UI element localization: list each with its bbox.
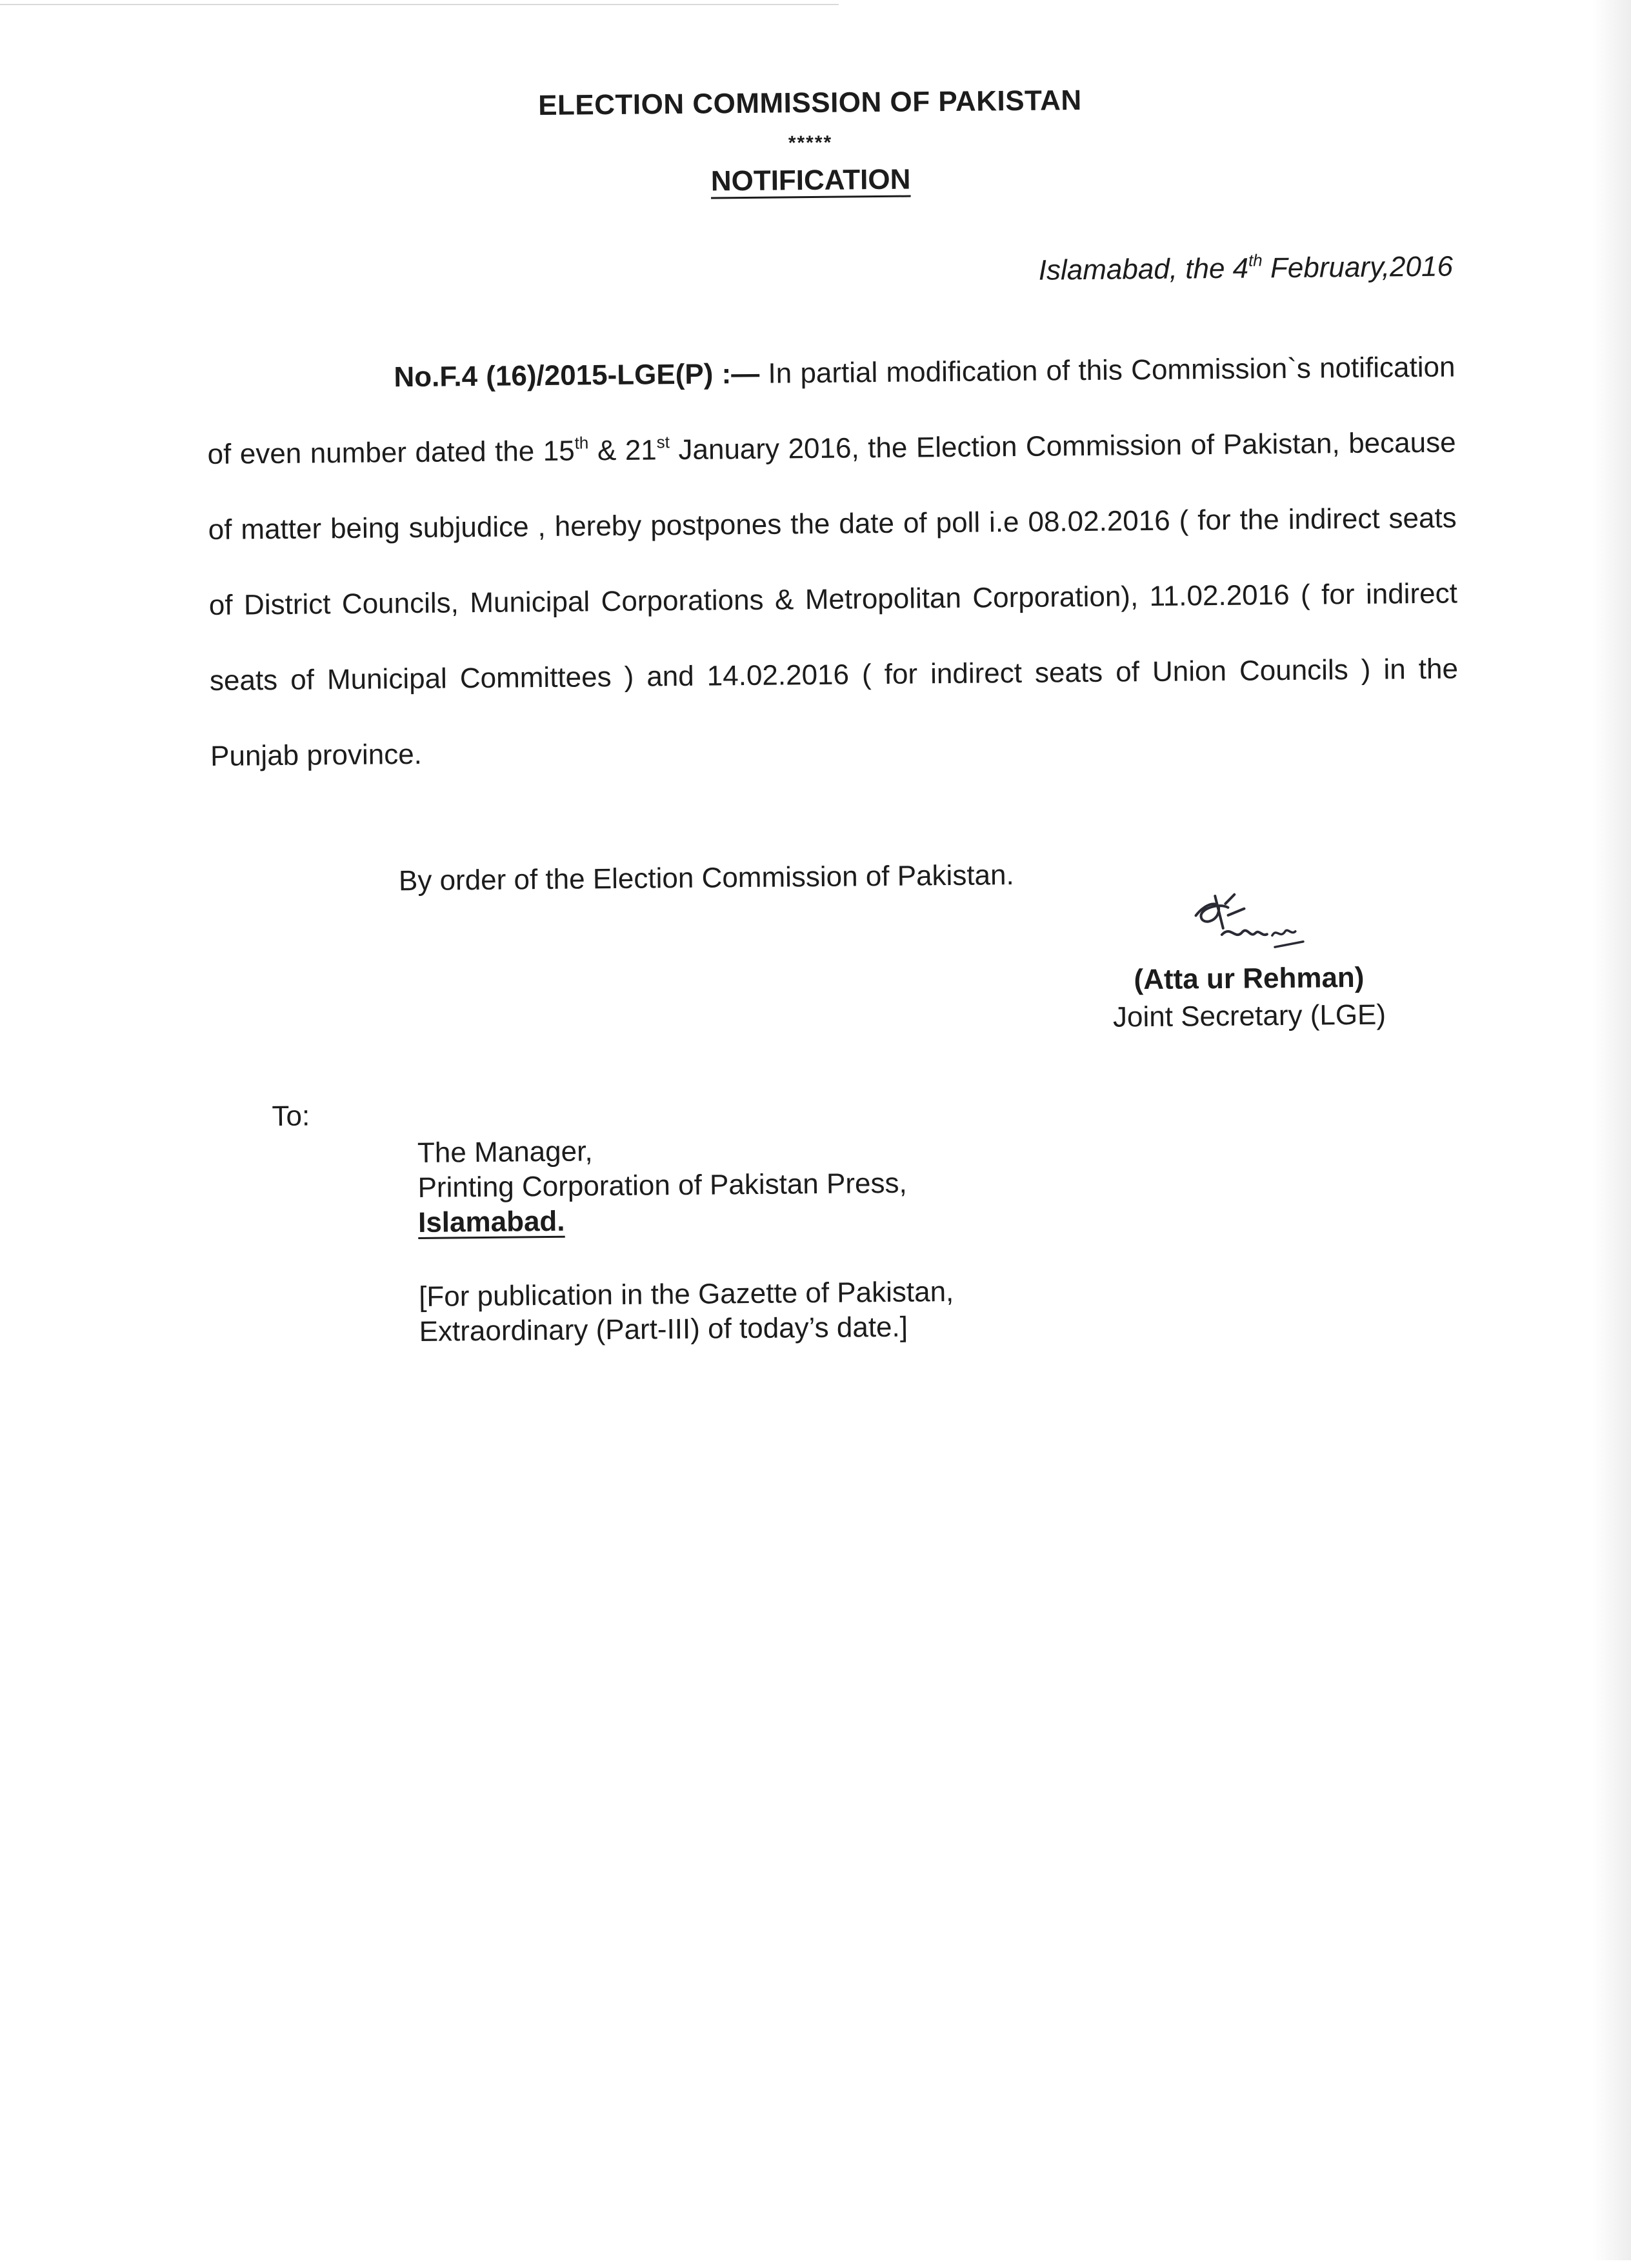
- body-sup-2: st: [656, 432, 670, 452]
- recipient-address: [417, 1131, 908, 1240]
- date-month-year: February,2016: [1262, 250, 1454, 284]
- body-text-part-1: In partial modification of this Commission`s notification of even number dated the 15: [207, 351, 1456, 471]
- signatory-block: [1112, 959, 1386, 1037]
- body-text-part-2: & 21: [588, 434, 657, 467]
- notification-title: [0, 157, 1626, 204]
- recipient-city: Islamabad.: [417, 1205, 565, 1238]
- body-text-part-3: January 2016, the Election Commission of Pakistan, because of matter being subjudice , hereby postpones the date of poll i.e 08.02.2016 ( for the indirect seats of District Councils, Municipal Corporations & Metropolitan Corporation), 11.02.2016 ( for indirect seats of Municipal Committees ) and 14.02.2016 ( for indirect seats of Union Councils ) in the Punjab province.: [208, 426, 1459, 773]
- publication-line-1: [For publication in the Gazette of Pakistan,: [418, 1275, 954, 1313]
- date-day-suffix: th: [1248, 250, 1263, 270]
- handwritten-signature: [1183, 889, 1306, 964]
- notification-title-text: NOTIFICATION: [710, 163, 911, 197]
- to-label: To:: [272, 1100, 310, 1133]
- heading-separator: *****: [788, 132, 833, 154]
- notification-body: [206, 329, 1459, 794]
- body-sup-1: th: [574, 433, 589, 453]
- signatory-name: (Atta ur Rehman): [1134, 961, 1365, 996]
- organization-heading: ELECTION COMMISSION OF PAKISTAN: [537, 84, 1082, 122]
- closing-line: By order of the Election Commission of Pakistan.: [398, 859, 1014, 897]
- reference-number: No.F.4 (16)/2015-LGE(P) :—: [394, 357, 760, 393]
- date-place: Islamabad, the 4: [1038, 252, 1249, 286]
- publication-line-2: Extraordinary (Part-III) of today’s date.]: [419, 1311, 908, 1348]
- signatory-title: Joint Secretary (LGE): [1112, 999, 1386, 1033]
- place-and-date: [1039, 250, 1454, 286]
- recipient-line-1: The Manager,: [417, 1135, 593, 1169]
- recipient-line-2: Printing Corporation of Pakistan Press,: [417, 1167, 907, 1204]
- publication-note: [419, 1275, 954, 1349]
- signature-icon: [1183, 889, 1306, 961]
